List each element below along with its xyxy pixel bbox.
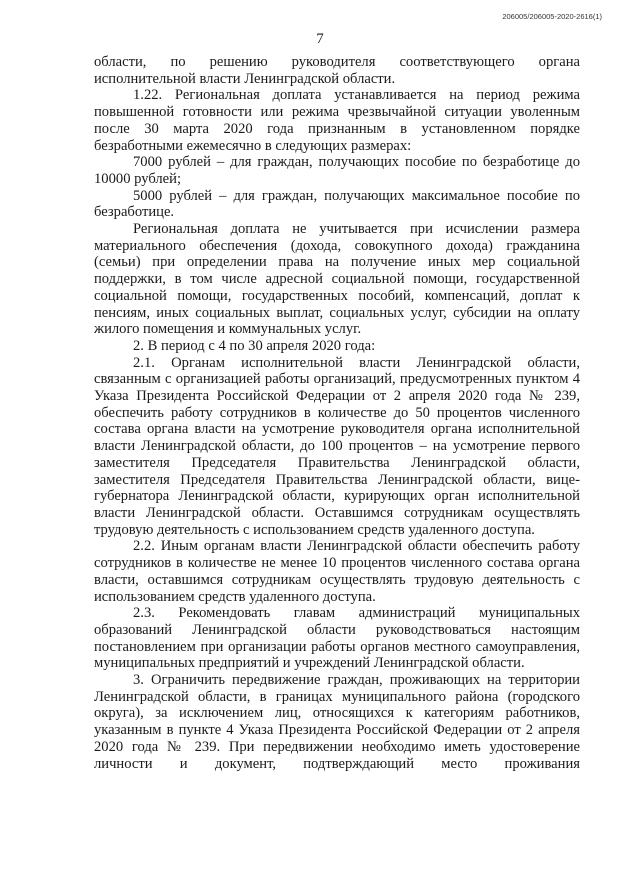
- paragraph: 7000 рублей – для граждан, получающих пособие по безработице до 10000 рублей;: [94, 154, 580, 187]
- document-id: 206005/206005-2020-2616(1): [502, 12, 602, 21]
- page-number: 7: [316, 31, 324, 47]
- paragraph: области, по решению руководителя соответствующего органа исполнительной власти Ленинградской области.: [94, 54, 580, 87]
- document-body: [94, 54, 580, 772]
- paragraph: 2.2. Иным органам власти Ленинградской области обеспечить работу сотрудников в количестве не менее 10 процентов численного состава органа власти, оставшимся сотрудникам осуществлять трудовую деятельность с использованием средств удаленного доступа.: [94, 538, 580, 605]
- paragraph: Региональная доплата не учитывается при исчислении размера материального обеспечения (дохода, совокупного дохода) гражданина (семьи) при определении права на получение иных мер социальной поддержки, в том числе адресной социальной помощи, государственной социальной помощи, государственных пособий, компенсаций, доплат к пенсиям, иных социальных выплат, социальных услуг, субсидии на оплату жилого помещения и коммунальных услуг.: [94, 221, 580, 338]
- paragraph: 2.1. Органам исполнительной власти Ленинградской области, связанным с организацией работы организаций, предусмотренных пунктом 4 Указа Президента Российской Федерации от 2 апреля 2020 года № 239, обеспечить работу сотрудников в количестве до 50 процентов численного состава органа власти на усмотрение руководителя органа исполнительной власти Ленинградской области, до 100 процентов – на усмотрение первого заместителя Председателя Правительства Ленинградской области, заместителя Председателя Правительства Ленинградской области, вице-губернатора Ленинградской области, курирующих орган исполнительной власти Ленинградской области. Оставшимся сотрудникам осуществлять трудовую деятельность с использованием средств удаленного доступа.: [94, 354, 580, 538]
- paragraph: 2.3. Рекомендовать главам администраций муниципальных образований Ленинградской области руководствоваться настоящим постановлением при организации работы органов местного самоуправления, муниципальных предприятий и учреждений Ленинградской области.: [94, 605, 580, 672]
- paragraph: 1.22. Региональная доплата устанавливается на период режима повышенной готовности или режима чрезвычайной ситуации уволенным после 30 марта 2020 года признанным в установленном порядке безработными ежемесячно в следующих размерах:: [94, 87, 580, 154]
- paragraph: 2. В период с 4 по 30 апреля 2020 года:: [133, 337, 376, 354]
- paragraph: 5000 рублей – для граждан, получающих максимальное пособие по безработице.: [94, 187, 580, 221]
- paragraph: 3. Ограничить передвижение граждан, проживающих на территории Ленинградской области, в границах муниципального района (городского округа), за исключением лиц, относящихся к категориям работников, указанным в пункте 4 Указа Президента Российской Федерации от 2 апреля 2020 года № 239. При передвижении необходимо иметь удостоверение личности и документ, подтверждающий место проживания: [94, 672, 580, 772]
